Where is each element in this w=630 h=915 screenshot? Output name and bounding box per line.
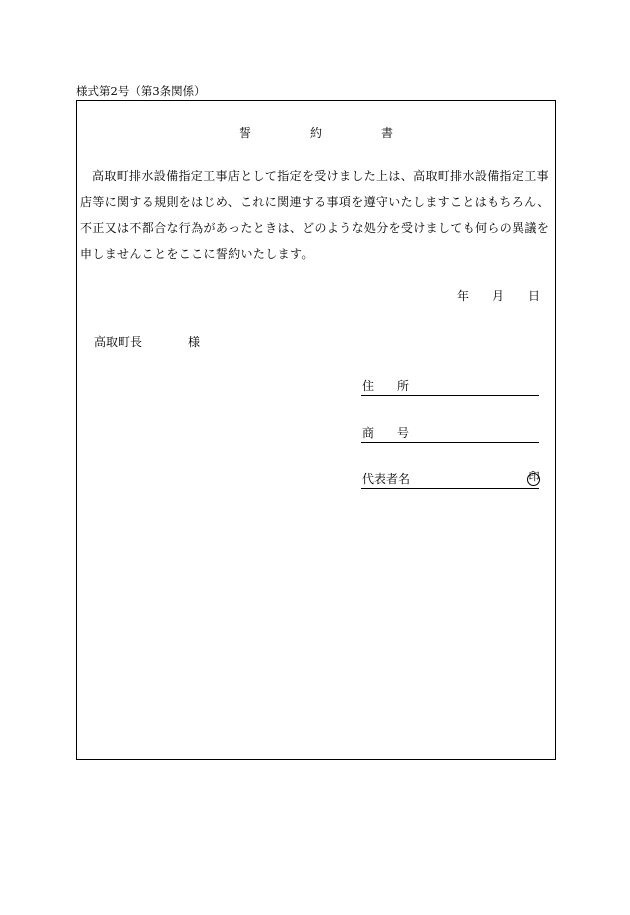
date-year-label: 年 bbox=[457, 289, 470, 303]
trade-name-label-char-1: 商 bbox=[362, 426, 375, 440]
title-char-3: 書 bbox=[381, 126, 394, 140]
addressee-name: 高取町長 bbox=[94, 335, 143, 349]
address-label-char-1: 住 bbox=[362, 379, 375, 393]
seal-label: 印 bbox=[528, 470, 540, 483]
address-field[interactable] bbox=[361, 377, 539, 396]
trade-name-label-char-2: 号 bbox=[397, 426, 410, 440]
trade-name-field[interactable] bbox=[361, 424, 539, 443]
date-month-label: 月 bbox=[492, 289, 505, 303]
pledge-body-text: 高取町排水設備指定工事店として指定を受けました上は、高取町排水設備指定工事店等に関する規則をはじめ、これに関連する事項を遵守いたしますことはもちろん、不正又は不都合な行為があったときは、どのような処分を受けましても何らの異議を申しませんことをここに誓約いたします。 bbox=[80, 169, 550, 261]
date-day-label: 日 bbox=[528, 289, 541, 303]
title-char-1: 誓 bbox=[239, 126, 252, 140]
address-label-char-2: 所 bbox=[397, 379, 410, 393]
representative-name-label: 代表者名 bbox=[362, 472, 411, 486]
document-title bbox=[76, 124, 556, 140]
title-char-2: 約 bbox=[310, 126, 323, 140]
addressee-honorific: 様 bbox=[188, 335, 201, 349]
form-number-label: 様式第2号（第3条関係） bbox=[76, 84, 206, 98]
representative-name-field[interactable] bbox=[361, 470, 539, 489]
